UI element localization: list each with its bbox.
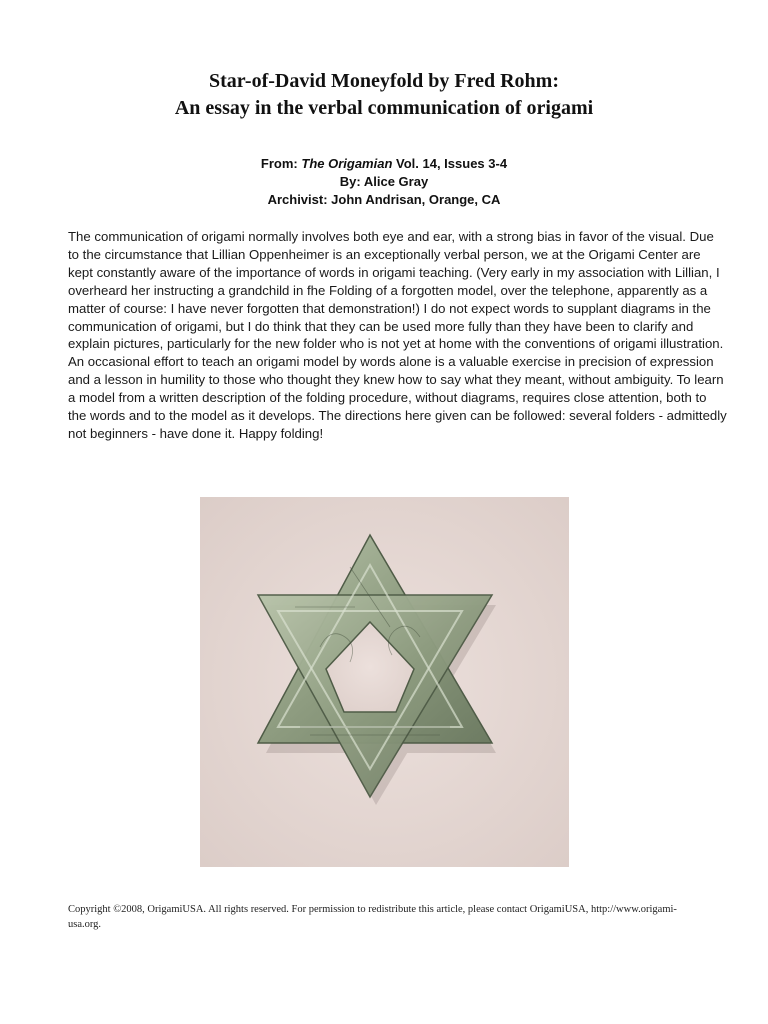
publication-name: The Origamian <box>301 156 393 171</box>
title-line-2: An essay in the verbal communication of origami <box>174 97 594 119</box>
archivist-line: Archivist: John Andrisan, Orange, CA <box>267 192 501 207</box>
publication-info <box>0 155 768 209</box>
author-line: By: Alice Gray <box>339 174 429 189</box>
essay-paragraph: The communication of origami normally involves both eye and ear, with a strong bias in favor of the visual. Due to the circumstance that Lillian Oppenheimer is an exceptionally verbal person, we at the Origami Center are kept constantly aware of the importance of words in origami teaching. (Very early in my association with Lillian, I overheard her instructing a grandchild in fhe Folding of a forgotten model, over the telephone, apparently as a matter of course: I have never forgotten that demonstration!) I do not expect words to supplant diagrams in the communication of origami, but I do think that they can be used more fully than they have been to clarify and explain pictures, particularly for the new folder who is not yet at home with the conventions of origami illustration. An occasional effort to teach an origami model by words alone is a valuable exercise in precision of expression and a lesson in humility to those who thought they knew how to say what they meant, without ambiguity. To learn a model from a written description of the folding procedure, without diagrams, requires close attention, both to the words and to the model as it develops. The directions here given can be followed: several folders - admittedly not beginners - have done it. Happy folding! <box>68 229 727 441</box>
document-title <box>0 68 768 122</box>
issue-info: Vol. 14, Issues 3-4 <box>392 156 508 171</box>
title-line-1: Star-of-David Moneyfold by Fred Rohm: <box>209 70 559 92</box>
source-line <box>0 155 768 173</box>
origami-star-photo <box>200 497 569 867</box>
source-prefix: From: <box>260 156 302 171</box>
copyright-footer: Copyright ©2008, OrigamiUSA. All rights reserved. For permission to redistribute this article, please contact OrigamiUSA, http://www.origami-usa.org. <box>68 904 677 930</box>
star-of-david-image <box>200 497 569 867</box>
